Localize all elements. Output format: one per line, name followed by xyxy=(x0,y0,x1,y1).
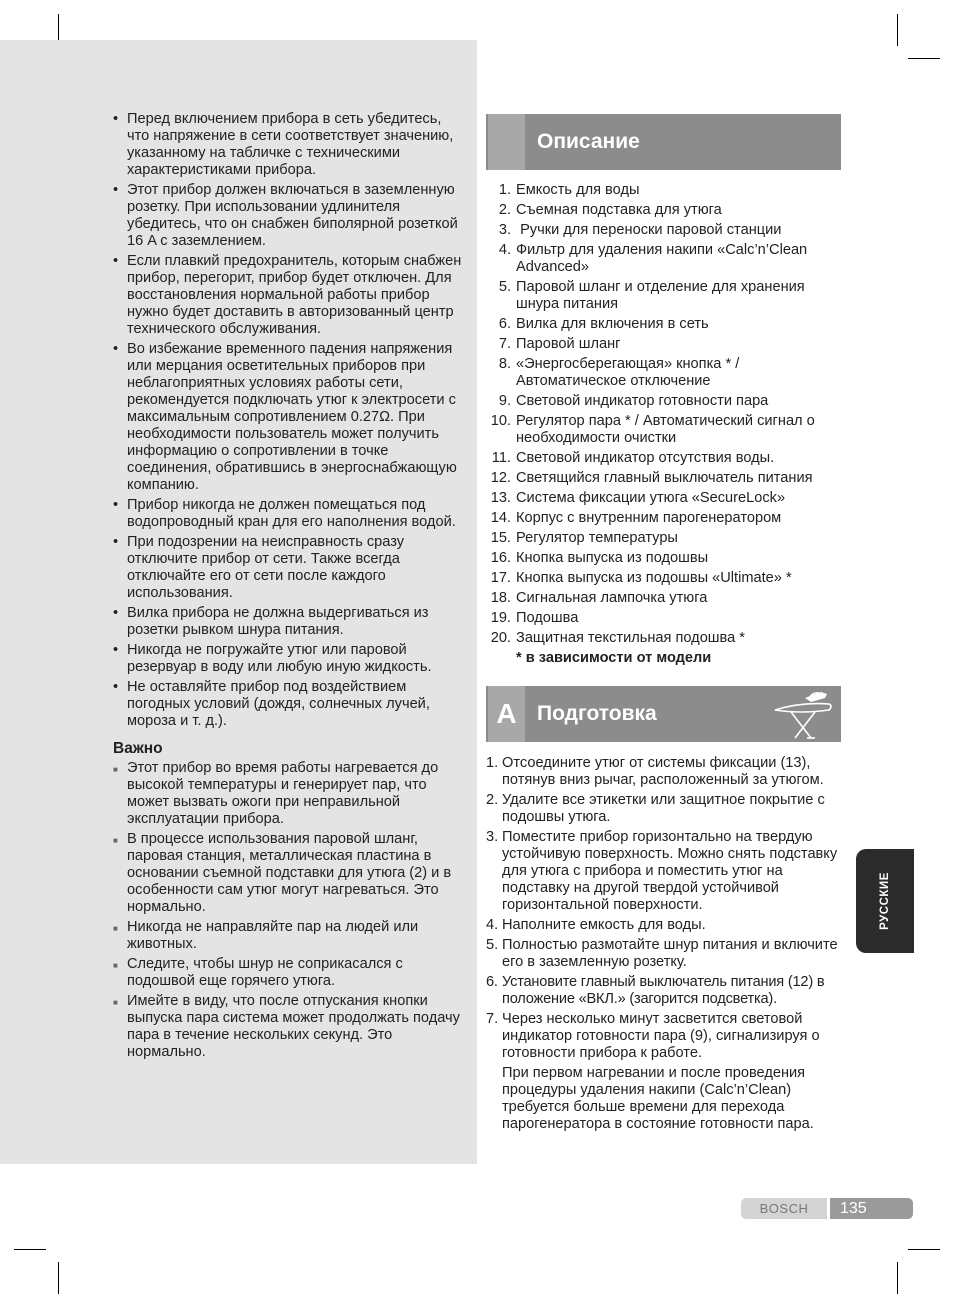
list-item: 6. Установите главный выключатель питания (12) в положение «ВКЛ.» (загорится подсветка). xyxy=(486,974,825,1007)
list-item: 10. Регулятор пара * / Автоматический сигнал о необходимости очистки xyxy=(490,413,815,446)
crop-mark xyxy=(897,14,898,46)
list-item: ■ Никогда не направляйте пар на людей или животных. xyxy=(113,919,467,953)
list-item: 20. Защитная текстильная подошва * xyxy=(490,630,745,646)
list-item: 19. Подошва xyxy=(490,610,579,626)
list-item: • Не оставляйте прибор под воздействием погодных условий (дождя, солнечных лучей, мороза и т. д.). xyxy=(113,679,467,730)
crop-mark xyxy=(908,1249,940,1250)
preparation-steps xyxy=(486,755,841,1062)
list-item: 16. Кнопка выпуска из подошвы xyxy=(490,550,709,566)
description-list xyxy=(486,182,841,647)
list-item: • Перед включением прибора в сеть убедитесь, что напряжение в сети соответствует значению, указанному на табличке с техническими характеристиками прибора. xyxy=(113,111,467,179)
list-item: 14. Корпус с внутренним парогенератором xyxy=(490,510,782,526)
list-item: 1. Емкость для воды xyxy=(498,182,640,198)
preparation-header xyxy=(486,686,841,742)
description-header xyxy=(486,114,841,170)
list-item: 9. Световой индикатор готовности пара xyxy=(498,393,769,409)
list-item: • Во избежание временного падения напряжения или мерцания осветительных приборов при неблагоприятных условиях работы сети, рекомендуется подключать утюг к электросети с максимальным сопротивлением 0.27Ω. При необходимости пользователь может получить информацию о сопротивлении в точке соединения, обратившись в энергоснабжающую компанию. xyxy=(113,341,467,494)
footer-brand: BOSCH xyxy=(741,1198,827,1219)
important-list xyxy=(113,760,467,1061)
list-item: 8. «Энергосберегающая» кнопка * / Автоматическое отключение xyxy=(498,356,740,389)
list-item: ■ В процессе использования паровой шланг, паровая станция, металлическая пластина в основании съемной подставки для утюга (2) и в особенности сам утюг могут нагреваться. Это нормально. xyxy=(113,831,467,916)
list-item: 13. Система фиксации утюга «SecureLock» xyxy=(490,490,786,506)
list-item: ■ Имейте в виду, что после отпускания кнопки выпуска пара система может продолжать подачу пара в течение нескольких секунд. Это нормально. xyxy=(113,993,467,1061)
list-item: 5. Полностью размотайте шнур питания и включите его в заземленную розетку. xyxy=(486,937,838,970)
list-item: 3. Ручки для переноски паровой станции xyxy=(498,222,782,238)
list-item: 17. Кнопка выпуска из подошвы «Ultimate» * xyxy=(490,570,792,586)
crop-mark xyxy=(897,1262,898,1294)
crop-mark xyxy=(58,1262,59,1294)
model-note: * в зависимости от модели xyxy=(516,650,712,666)
description-title: Описание xyxy=(537,130,640,153)
list-item: 2. Удалите все этикетки или защитное покрытие с подошвы утюга. xyxy=(486,792,825,825)
crop-mark xyxy=(908,58,940,59)
list-item: • Никогда не погружайте утюг или паровой резервуар в воду или любую иную жидкость. xyxy=(113,642,467,676)
safety-list xyxy=(113,111,467,730)
list-item: • Этот прибор должен включаться в заземленную розетку. При использовании удлинителя убедитесь, что он снабжен биполярной розеткой 16 A с заземлением. xyxy=(113,182,467,250)
list-item: 2. Съемная подставка для утюга xyxy=(498,202,722,218)
ironing-board-icon xyxy=(771,688,837,740)
preparation-note: При первом нагревании и после проведения процедуры удаления накипи (Calc’n’Clean) требуется больше времени для перехода парогенератора в состояние готовности пара. xyxy=(502,1065,814,1132)
language-tab: РУССКИЕ xyxy=(856,849,914,953)
description-tab xyxy=(488,114,525,170)
safety-column xyxy=(113,111,467,1064)
list-item: 11. Световой индикатор отсутствия воды. xyxy=(491,450,775,466)
list-item: 4. Наполните емкость для воды. xyxy=(486,917,706,933)
page-number: 135 xyxy=(830,1198,913,1219)
list-item: • Если плавкий предохранитель, которым снабжен прибор, перегорит, прибор будет отключен. Для восстановления нормальной работы прибор нужно будет доставить в авторизованный центр технического обслуживания. xyxy=(113,253,467,338)
crop-mark xyxy=(14,1249,46,1250)
list-item: ■ Следите, чтобы шнур не соприкасался с подошвой еще горячего утюга. xyxy=(113,956,467,990)
important-heading: Важно xyxy=(113,740,163,757)
list-item: 15. Регулятор температуры xyxy=(490,530,678,546)
list-item: • Прибор никогда не должен помещаться под водопроводный кран для его наполнения водой. xyxy=(113,497,467,531)
preparation-tab: A xyxy=(488,686,525,742)
list-item: 7. Паровой шланг xyxy=(498,336,621,352)
list-item: 7. Через несколько минут засветится световой индикатор готовности пара (9), сигнализируя о готовности прибора к работе. xyxy=(486,1011,820,1061)
list-item: 1. Отсоедините утюг от системы фиксации (13), потянув вниз рычаг, расположенный за утюгом. xyxy=(486,755,824,788)
list-item: 6. Вилка для включения в сеть xyxy=(498,316,709,332)
preparation-title: Подготовка xyxy=(537,702,657,725)
list-item: ■ Этот прибор во время работы нагревается до высокой температуры и генерирует пар, что может вызвать ожоги при неправильной эксплуатации прибора. xyxy=(113,760,467,828)
list-item: 5. Паровой шланг и отделение для хранения шнура питания xyxy=(498,279,805,312)
list-item: 12. Светящийся главный выключатель питания xyxy=(490,470,813,486)
list-item: • Вилка прибора не должна выдергиваться из розетки рывком шнура питания. xyxy=(113,605,467,639)
list-item: 4. Фильтр для удаления накипи «Calc’n’Clean Advanced» xyxy=(498,242,808,275)
list-item: 3. Поместите прибор горизонтально на твердую устойчивую поверхность. Можно снять подставку для утюга с прибора и поместить утюг на подставку на другой твердой устойчивой горизонтальной поверхности. xyxy=(486,829,838,913)
right-column xyxy=(486,114,841,1133)
list-item: • При подозрении на неисправность сразу отключите прибор от сети. Также всегда отключайте его от сети после каждого использования. xyxy=(113,534,467,602)
list-item: 18. Сигнальная лампочка утюга xyxy=(490,590,708,606)
